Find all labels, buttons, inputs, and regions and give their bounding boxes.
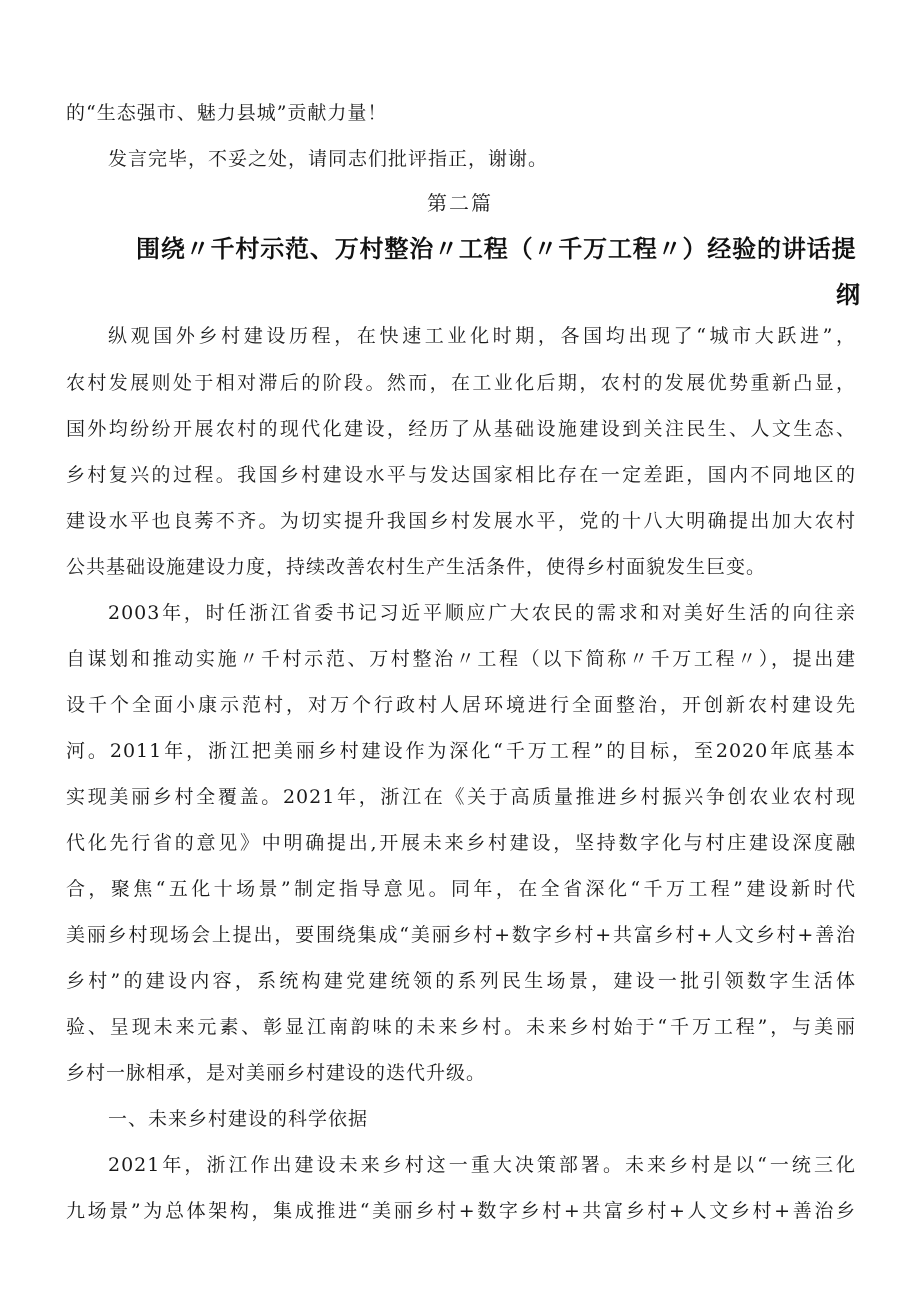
prev-section-line-2: 发言完毕，不妥之处，请同志们批评指正，谢谢。 [108, 148, 549, 170]
paragraph-2-line-2: 自谋划和推动实施〃千村示范、万村整治〃工程（以下简称〃千万工程〃），提出建 [66, 648, 856, 670]
paragraph-1-line-3: 国外均纷纷开展农村的现代化建设，经历了从基础设施建设到关注民生、人文生态、 [66, 418, 856, 440]
paragraph-2-line-10: 验、呈现未来元素、彰显江南韵味的未来乡村。未来乡村始于“千万工程”，与美丽 [66, 1016, 856, 1038]
paragraph-2-line-1: 2003年，时任浙江省委书记习近平顺应广大农民的需求和对美好生活的向往亲 [108, 602, 856, 624]
speech-title-line-2: 纲 [836, 281, 860, 309]
paragraph-1-line-1: 纵观国外乡村建设历程，在快速工业化时期，各国均出现了“城市大跃进”， [108, 325, 856, 347]
paragraph-2-line-8: 美丽乡村现场会上提出，要围绕集成“美丽乡村+数字乡村+共富乡村+人文乡村+善治 [66, 924, 856, 946]
paragraph-2-line-3: 设千个全面小康示范村，对万个行政村人居环境进行全面整治，开创新农村建设先 [66, 694, 856, 716]
paragraph-2-line-4: 河。2011年，浙江把美丽乡村建设作为深化“千万工程”的目标，至2020年底基本 [66, 740, 856, 762]
paragraph-2-line-7: 合，聚焦“五化十场景”制定指导意见。同年，在全省深化“千万工程”建设新时代 [66, 878, 856, 900]
section-label: 第二篇 [427, 191, 493, 215]
section-heading-1: 一、未来乡村建设的科学依据 [108, 1108, 369, 1130]
prev-section-line-1: 的“生态强市、魅力县城”贡献力量！ [66, 102, 388, 124]
paragraph-3-line-2: 九场景”为总体架构，集成推进“美丽乡村+数字乡村+共富乡村+人文乡村+善治乡 [66, 1200, 856, 1222]
paragraph-1-line-4: 乡村复兴的过程。我国乡村建设水平与发达国家相比存在一定差距，国内不同地区的 [66, 464, 856, 486]
paragraph-2-line-11: 乡村一脉相承，是对美丽乡村建设的迭代升级。 [66, 1062, 487, 1084]
paragraph-2-line-5: 实现美丽乡村全覆盖。2021年，浙江在《关于高质量推进乡村振兴争创农业农村现 [66, 786, 856, 808]
paragraph-2-line-6: 代化先行省的意见》中明确提出,开展未来乡村建设，坚持数字化与村庄建设深度融 [66, 832, 856, 854]
paragraph-3-line-1: 2021年，浙江作出建设未来乡村这一重大决策部署。未来乡村是以“一统三化 [108, 1154, 856, 1176]
paragraph-1-line-5: 建设水平也良莠不齐。为切实提升我国乡村发展水平，党的十八大明确提出加大农村 [66, 510, 856, 532]
paragraph-1-line-6: 公共基础设施建设力度，持续改善农村生产生活条件，使得乡村面貌发生巨变。 [66, 556, 767, 578]
speech-title-line-1: 围绕〃千村示范、万村整治〃工程（〃千万工程〃）经验的讲话提 [136, 235, 856, 263]
paragraph-1-line-2: 农村发展则处于相对滞后的阶段。然而，在工业化后期，农村的发展优势重新凸显， [66, 372, 856, 394]
paragraph-2-line-9: 乡村”的建设内容，系统构建党建统领的系列民生场景，建设一批引领数字生活体 [66, 970, 856, 992]
